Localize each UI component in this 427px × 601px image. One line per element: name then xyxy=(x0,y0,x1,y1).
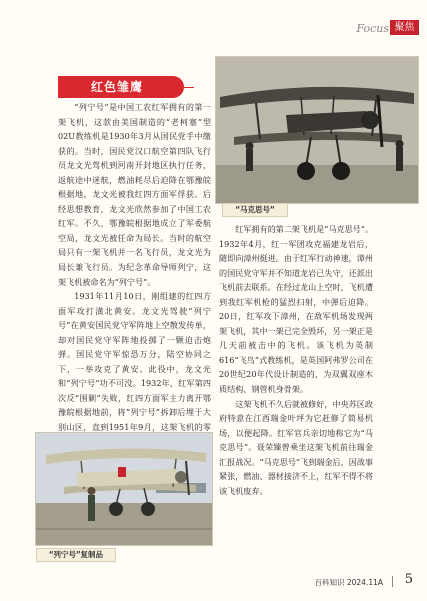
paragraph: 1931年11月10日，刚组建的红四方面军攻打潢北黄安。龙文光驾驶“列宁号”在黄安国民党守军阵地上空散发传单，却对国民党守军阵地投掷了一颗迫击炮弹。国民党守军惊恐万分，陆空协同之下，一举攻克了黄安。此役中，龙文光和“列宁号”功不可没。1932年，红军第四次反“围剿”失败，红四方面军主力离开鄂豫皖根据地前，将“列宁号”拆卸后埋于大别山区，直到1951年9月，这架飞机的零 xyxy=(58,291,211,433)
replica-biplane-illustration xyxy=(36,433,212,545)
footer-divider xyxy=(392,576,393,587)
left-column-text xyxy=(58,100,211,449)
section-title: 红色雏鹰 xyxy=(90,80,143,94)
caption-lenin-replica: “列宁号”复制品 xyxy=(36,548,116,562)
paragraph: 红军拥有的第二架飞机是“马克思号”。1932年4月，红一军团攻克福建龙岩后，随即向漳州挺进。由于红军行动神速，漳州的国民党守军并不知道龙岩已失守，还派出飞机前去联系。在经过龙山上空时，飞机遭到我红军机枪的猛烈扫射，中弹后迫降。20日，红军攻下漳州，在敌军机场发现两架飞机，其中一架已完全毁坏，另一架正是几天前被击中的飞机。该飞机为英制616“飞鸟”式教练机，是英国阿弗罗公司在20世纪20年代设计制造的，为双翼双座木质结构、钢管机身骨架。 xyxy=(219,224,373,395)
paragraph: 这架飞机不久后就被修好，中央苏区政府特意在江西瑞金叶坪为它赶修了简易机场，以便起降。红军官兵亲切地称它为“马克思号”。聂荣臻曾乘坐这架飞机前往瑞金汇报战况。“马克思号”飞到瑞金后，因战事紧张，燃油、器材接济不上，红军不得不将该飞机废弃。 xyxy=(219,398,373,496)
page-number: 5 xyxy=(404,572,413,587)
footer-journal: 百科知识 2024.11A xyxy=(314,578,383,587)
biplane-illustration xyxy=(216,57,418,203)
section-label: Focus xyxy=(356,22,389,35)
caption-marx-plane: “马克思号” xyxy=(222,203,288,217)
banner-rule xyxy=(184,87,194,88)
paragraph: “列宁号”是中国工农红军拥有的第一架飞机，这款由美国制造的“老柯塞”型02U教练机是1930年3月从国民党手中缴获的。当时，国民党汉口航空第四队飞行员龙文光驾机到河南开封地区执行任务，返航途中迷航，燃油耗尽后迫降在鄂豫皖根据地，龙文光被我红四方面军俘获。后经思想教育，龙文光欣然参加了中国工农红军。不久，鄂豫皖根据地成立了军委航空局，龙文光被任命为局长。当时的航空局只有一架飞机并一名飞行员，龙文光为局长兼飞行员。为纪念革命导师列宁，这架飞机被命名为“列宁号”。 xyxy=(58,102,211,287)
right-column-text xyxy=(219,222,373,498)
photo-lenin-replica xyxy=(35,432,213,546)
photo-marx-plane xyxy=(215,56,419,204)
section-tag: 聚焦 xyxy=(390,20,419,35)
